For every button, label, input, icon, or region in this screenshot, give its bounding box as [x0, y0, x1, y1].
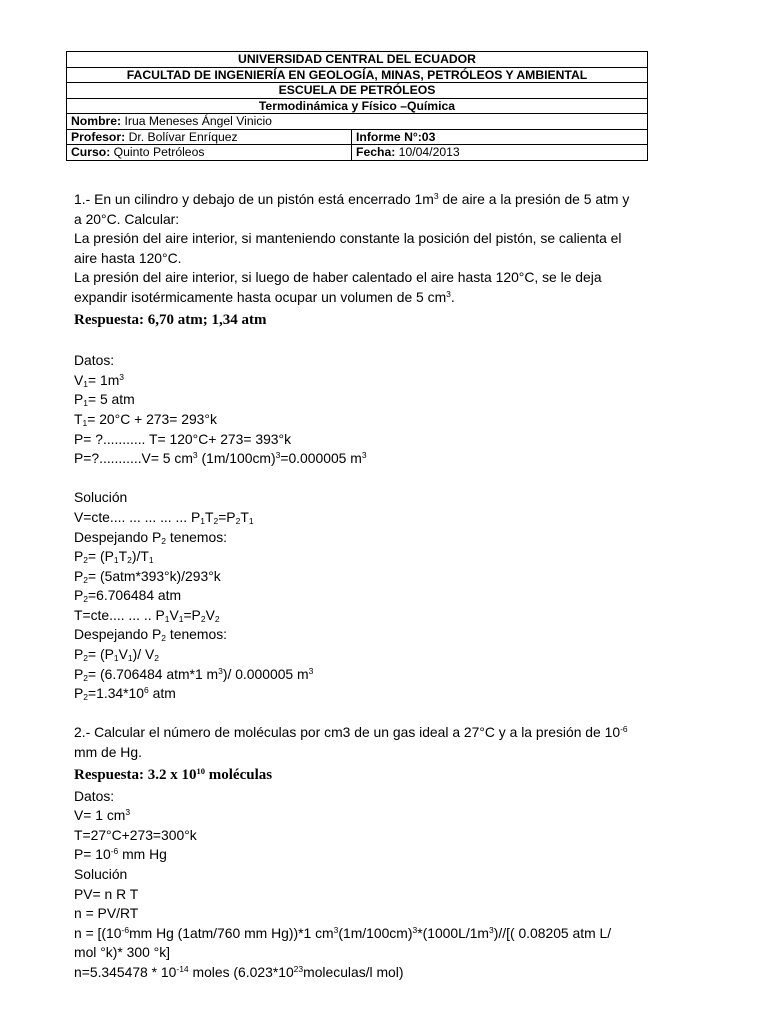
solution-line: T=cte.... ... .. $P_1V_1=P_2V_2$ — [74, 606, 220, 624]
blank-line — [74, 469, 704, 489]
solution-line: $P_2= (5atm*393^\circ k)/293^\circ k$ — [74, 567, 221, 585]
data-line: $T_1= 20^\circ C + 273= 293^\circ k$ — [74, 410, 217, 428]
solution-line: V=cte.... ... ... ... ... $P_1T_2=P_2T_1$ — [74, 508, 254, 526]
university-title: UNIVERSIDAD CENTRAL DEL ECUADOR — [67, 52, 648, 68]
name-value: Irua Meneses Ángel Vinicio — [121, 114, 272, 129]
course-value: Quinto Petróleos — [110, 145, 205, 160]
problem1-line: aire hasta 120°C. — [74, 249, 182, 266]
data-line: $P= 10^{-6}$ mm Hg — [74, 846, 167, 863]
solution-line: $P_2=1.34*10^6$ atm — [74, 685, 176, 703]
data-line: $P_1= 5$ atm — [74, 391, 135, 409]
date-label: Fecha: — [356, 145, 396, 160]
solution-line: PV= n R T — [74, 885, 139, 902]
data-line: $V_1= 1m^3$ — [74, 371, 125, 389]
blank-line — [74, 332, 704, 352]
solution-heading: Solución — [74, 489, 128, 506]
professor-cell — [67, 129, 352, 145]
professor-value: Dr. Bolívar Enríquez — [125, 129, 238, 144]
solution-line: $P_2= (P_1V_1)/$ $V_2$ — [74, 646, 159, 664]
school-title: ESCUELA DE PETRÓLEOS — [67, 83, 648, 99]
solution-line: n = PV/RT — [74, 905, 139, 922]
problem1-line: expandir isotérmicamente hasta ocupar un volumen de 5 $cm^3$. — [74, 288, 455, 305]
solution-line: $n=5.345478 * 10^{-14}$ moles ($6.023*10^{23}moleculas/l$ mol) — [74, 963, 404, 980]
solution-line: $P_2= (6.706484$ atm*1 $m^3)/$ 0.000005 $m^3$ — [74, 665, 314, 683]
answer-2: Respuesta: 3.2 x $10^{10}$ moléculas — [74, 765, 273, 783]
subject-title: Termodinámica y Físico –Química — [67, 98, 648, 114]
report-number: Informe N°:03 — [352, 129, 648, 145]
header-table — [66, 51, 648, 161]
solution-line: Despejando $P_2$ tenemos: — [74, 626, 227, 644]
professor-label: Profesor: — [71, 129, 126, 144]
name-label: Nombre: — [71, 114, 122, 129]
problem1-line: 1.- En un cilindro y debajo de un pistón está encerrado $1m^3$ de aire a la presión de 5 atm y — [74, 191, 630, 207]
problem1-line: La presión del aire interior, si manteniendo constante la posición del pistón, se calienta el — [74, 230, 622, 247]
solution-line: Despejando $P_2$ tenemos: — [74, 528, 227, 546]
answer-1: Respuesta: 6,70 atm; 1,34 atm — [74, 311, 267, 328]
blank-line — [74, 704, 704, 724]
document-body — [74, 190, 704, 983]
data-heading: Datos: — [74, 787, 115, 804]
solution-heading: Solución — [74, 866, 128, 882]
solution-line: mol °k)* 300 °k] — [74, 944, 171, 961]
course-cell — [67, 145, 352, 161]
date-value: 10/04/2013 — [395, 145, 460, 160]
name-cell — [67, 114, 648, 130]
problem1-line: a 20°C. Calcular: — [74, 210, 180, 227]
date-cell — [352, 145, 648, 161]
solution-line: $n = [(10^{-6}mm$ Hg (1atm/760 mm Hg))*1 $cm^3(1m/100cm)^3*(1000L/1m^3)//$[( 0.08205 atm L/ — [74, 924, 612, 941]
course-label: Curso: — [71, 145, 111, 160]
problem2-line: 2.- Calcular el número de moléculas por cm3 de un gas ideal a 27°C y a la presión de $10^{-6}$ — [74, 724, 628, 741]
solution-line: $P_2= (P_1T_2)/T_1$ — [74, 548, 154, 566]
solution-line: $P_2=6.706484$ atm — [74, 587, 182, 605]
problem2-line: mm de Hg. — [74, 744, 142, 761]
faculty-title: FACULTAD DE INGENIERÍA EN GEOLOGÍA, MINAS, PETRÓLEOS Y AMBIENTAL — [67, 67, 648, 83]
data-line: V= 1 $cm^3$ — [74, 807, 131, 824]
problem1-line: La presión del aire interior, si luego de haber calentado el aire hasta 120°C, se le deja — [74, 269, 602, 286]
data-line: P= ?........... T= 120°C+ 273= 393°k — [74, 430, 292, 447]
data-heading: Datos: — [74, 352, 115, 369]
data-line: P=?...........V= 5 $cm^3$ $(1m/100cm)^3=0.000005$ $m^3$ — [74, 450, 367, 467]
data-line: T=27°C+273=300°k — [74, 826, 197, 843]
